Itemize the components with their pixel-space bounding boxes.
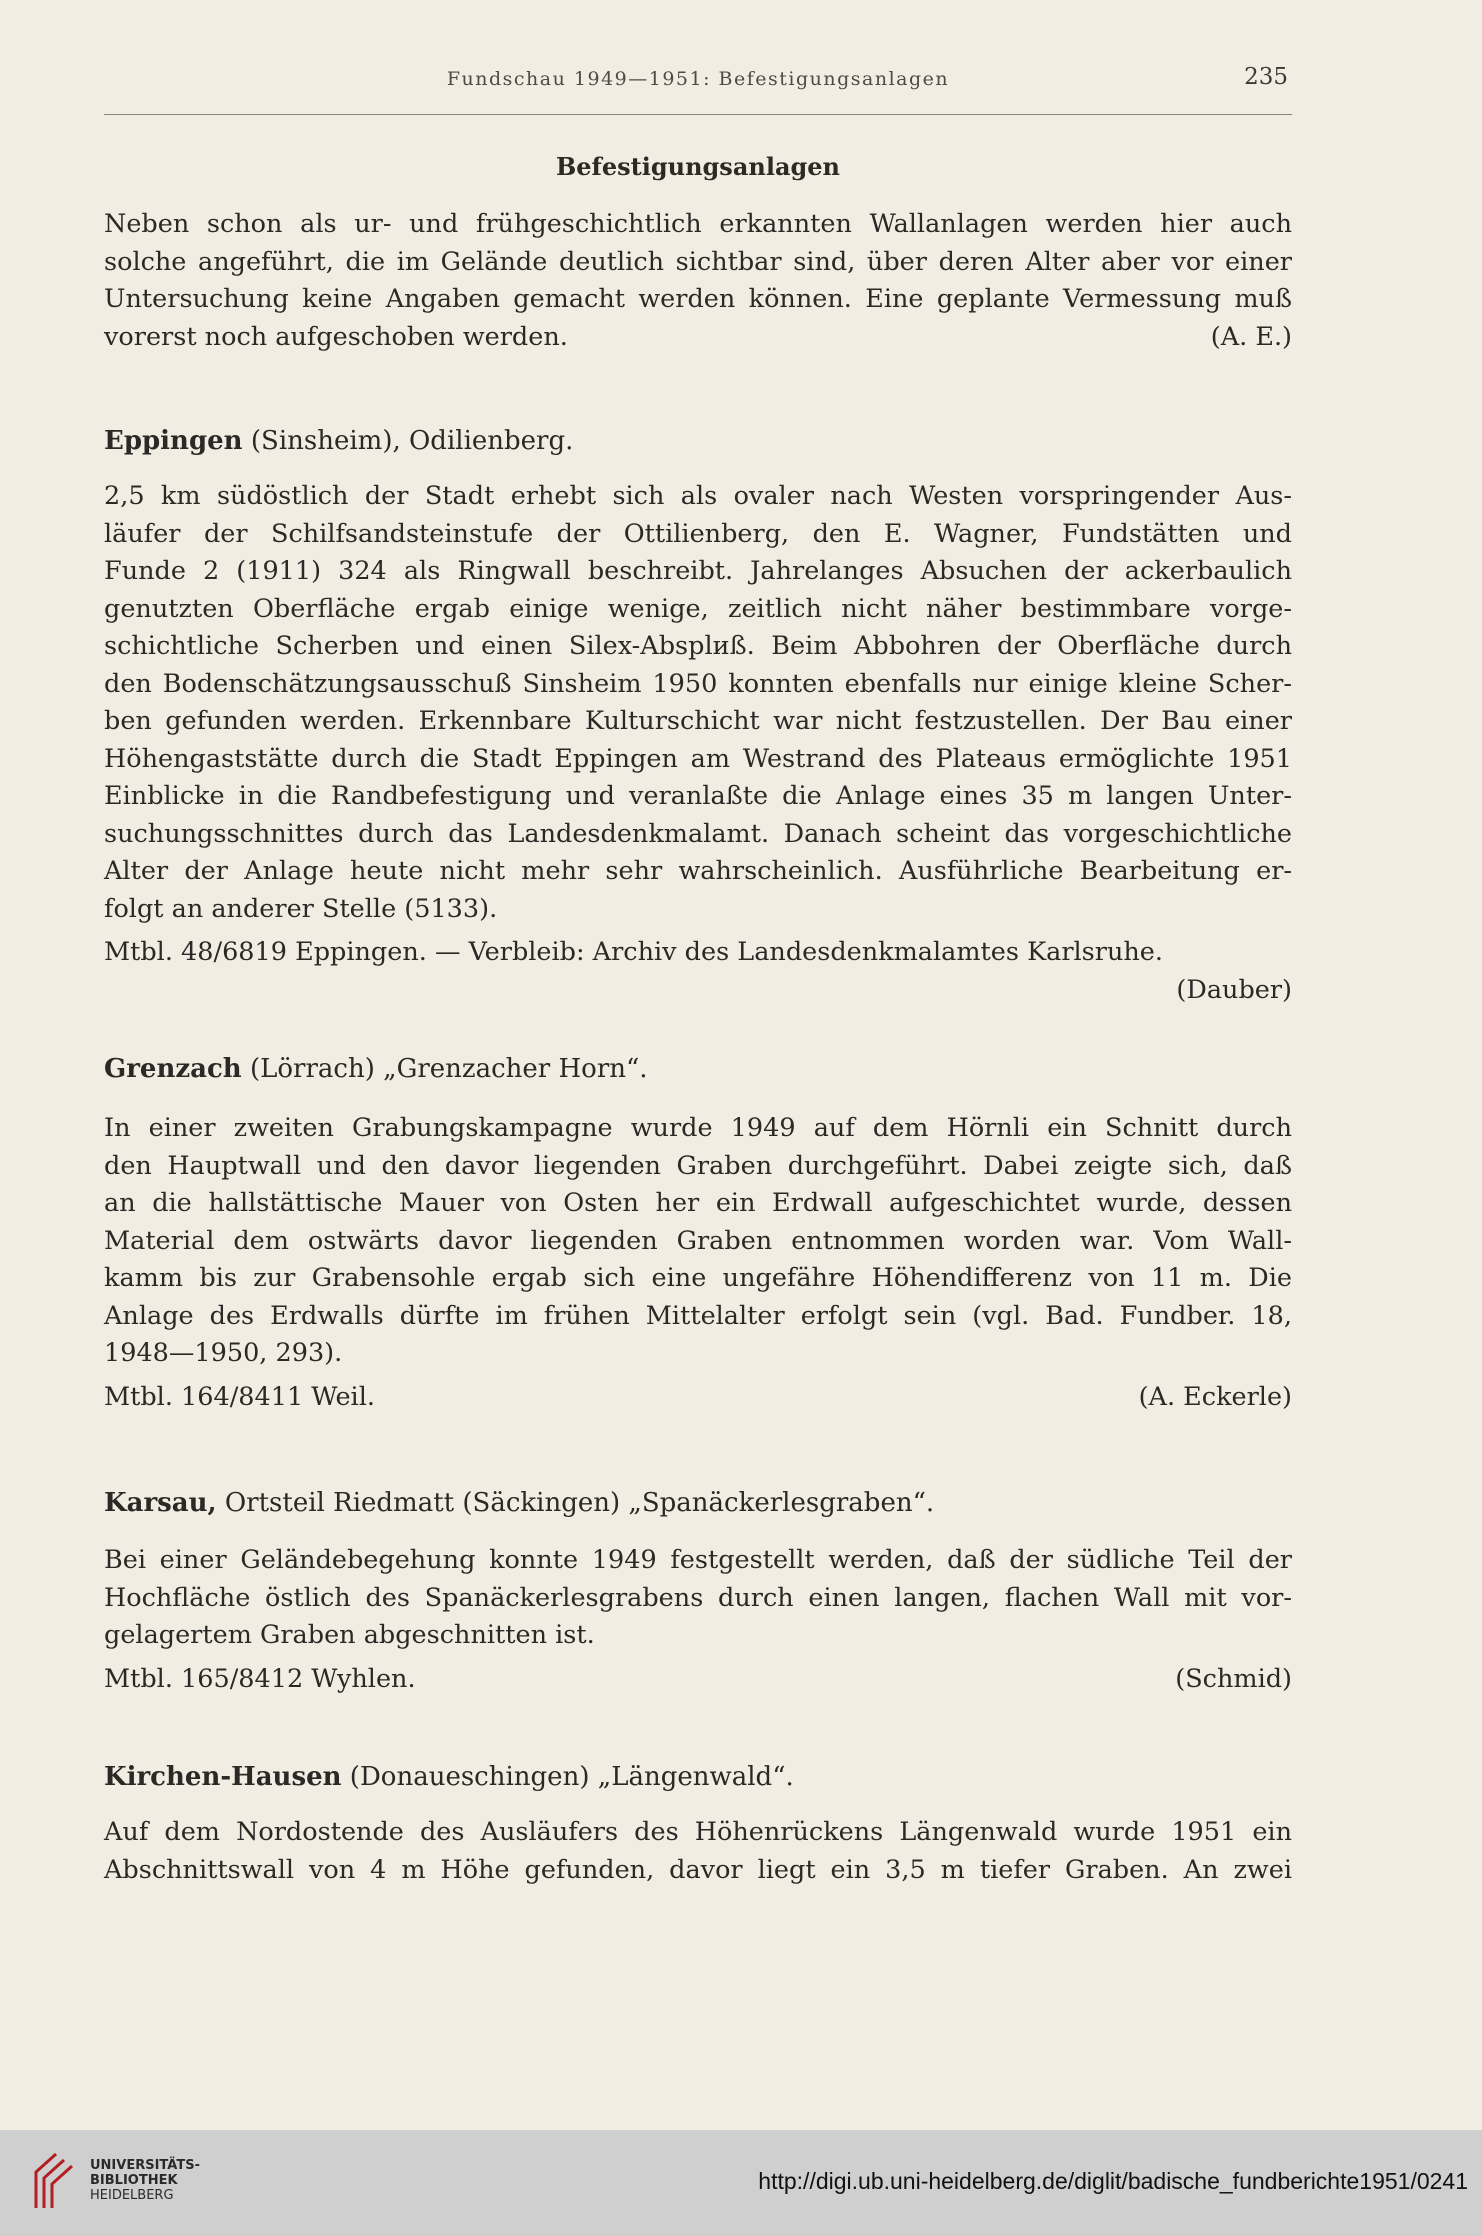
text-line: In einer zweiten Grabungskampagne wurde 1949 auf dem Hörnli ein Schnitt durch (104, 1113, 1292, 1143)
entry-karsau-body (104, 1542, 1292, 1698)
text-line: Hochfläche östlich des Spanäckerlesgrabens durch einen langen, flachen Wall mit vor- (104, 1582, 1292, 1613)
library-name (90, 2158, 200, 2203)
text-line: gelagertem Graben abgeschnitten ist. (104, 1620, 595, 1650)
text-line: Höhengaststätte durch die Stadt Eppingen am Westrand des Plateaus ermöglichte 1951 (104, 743, 1292, 774)
map-reference: Mtbl. 48/6819 Eppingen. — Verbleib: Archiv des Landesdenkmalamtes Karlsruhe. (104, 937, 1163, 967)
text-line: an die hallstättische Mauer von Osten her ein Erdwall aufgeschichtet wurde, dessen (104, 1188, 1292, 1218)
map-reference: Mtbl. 164/8411 Weil. (104, 1381, 375, 1412)
text-line: genutzten Oberfläche ergab einige wenige, zeitlich nicht näher bestimmbare vorge- (104, 593, 1292, 624)
library-name-line: UNIVERSITÄTS- (90, 2158, 200, 2173)
text-line: 2,5 km südöstlich der Stadt erhebt sich als ovaler nach Westen vorspringender Aus- (104, 481, 1292, 511)
page-number: 235 (1244, 64, 1288, 90)
text-line: Auf dem Nordostende des Ausläufers des Höhenrückens Längenwald wurde 1951 ein (104, 1817, 1292, 1847)
entry-location: (Sinsheim), Odilienberg. (242, 426, 574, 456)
entry-title (104, 1050, 1292, 1088)
entry-kirchen-hausen-body (104, 1814, 1292, 1889)
entry-location: Ortsteil Riedmatt (Säckingen) „Spanäckerlesgraben“. (216, 1488, 935, 1518)
document-url[interactable]: http://digi.ub.uni-heidelberg.de/diglit/badische_fundberichte1951/0241 (758, 2168, 1468, 2194)
entry-location: (Donaueschingen) „Längenwald“. (341, 1762, 794, 1792)
entry-eppingen-body (104, 478, 1292, 1009)
author-credit: (A. Eckerle) (1138, 1381, 1292, 1412)
entry-grenzach (104, 1050, 1292, 1088)
entry-title (104, 1484, 1292, 1522)
text-line: vorerst noch aufgeschoben werden. (104, 321, 568, 352)
map-reference-line (104, 1661, 1292, 1699)
entry-kirchen-hausen (104, 1758, 1292, 1796)
running-title: Fundschau 1949—1951: Befestigungsanlagen (446, 68, 950, 90)
text-line: Alter der Anlage heute nicht mehr sehr wahrscheinlich. Ausführliche Bearbeitung er- (104, 856, 1292, 886)
entry-location: (Lörrach) „Grenzacher Horn“. (241, 1054, 648, 1084)
author-credit: (Dauber) (1176, 974, 1292, 1005)
intro-paragraph (104, 206, 1292, 356)
text-line: ben gefunden werden. Erkennbare Kulturschicht war nicht festzustellen. Der Bau einer (104, 706, 1292, 736)
text-line: schichtliche Scherben und einen Silex-Absplиß. Beim Abbohren der Oberfläche durch (104, 631, 1292, 661)
entry-title (104, 1758, 1292, 1796)
text-line: Neben schon als ur- und frühgeschichtlich erkannten Wallanlagen werden hier auch (104, 209, 1292, 239)
library-logo-icon (30, 2150, 82, 2212)
text-line: Bei einer Geländebegehung konnte 1949 festgestellt werden, daß der südliche Teil der (104, 1545, 1292, 1575)
text-line: Anlage des Erdwalls dürfte im frühen Mittelalter erfolgt sein (vgl. Bad. Fundber. 18, (104, 1300, 1292, 1331)
map-reference: Mtbl. 165/8412 Wyhlen. (104, 1663, 416, 1694)
author-credit: (A. E.) (1210, 321, 1292, 352)
text-line: suchungsschnittes durch das Landesdenkmalamt. Danach scheint das vorgeschichtliche (104, 818, 1292, 849)
text-line: kamm bis zur Grabensohle ergab sich eine ungefähre Höhendifferenz von 11 m. Die (104, 1263, 1292, 1293)
text-line: Abschnittswall von 4 m Höhe gefunden, davor liegt ein 3,5 m tiefer Graben. An zwei (104, 1854, 1292, 1885)
entry-karsau (104, 1484, 1292, 1522)
entry-eppingen (104, 422, 1292, 460)
text-line: folgt an anderer Stelle (5133). (104, 893, 498, 924)
text-line: Untersuchung keine Angaben gemacht werden können. Eine geplante Vermessung muß (104, 284, 1292, 314)
text-line: solche angeführt, die im Gelände deutlich sichtbar sind, über deren Alter aber vor einer (104, 246, 1292, 277)
viewer-footer (0, 2130, 1482, 2236)
library-name-line: BIBLIOTHEK (90, 2173, 178, 2188)
map-reference-line (104, 1379, 1292, 1417)
library-name-line: HEIDELBERG (90, 2188, 174, 2203)
text-line: den Bodenschätzungsausschuß Sinsheim 1950 konnten ebenfalls nur einige kleine Scher- (104, 668, 1292, 699)
entry-title (104, 422, 1292, 460)
intro-last-line (104, 319, 1292, 357)
entry-place: Karsau, (104, 1488, 217, 1518)
author-credit: (Schmid) (1175, 1663, 1292, 1694)
entry-place: Grenzach (104, 1054, 242, 1084)
section-heading: Befestigungsanlagen (555, 152, 840, 181)
text-line: Funde 2 (1911) 324 als Ringwall beschreibt. Jahrelanges Absuchen der ackerbaulich (104, 556, 1292, 586)
entry-place: Kirchen-Hausen (104, 1762, 342, 1792)
entry-place: Eppingen (104, 426, 243, 456)
text-line: läufer der Schilfsandsteinstufe der Ottilienberg, den E. Wagner, Fundstätten und (104, 518, 1292, 549)
text-line: Einblicke in die Randbefestigung und veranlaßte die Anlage eines 35 m langen Unter- (104, 781, 1292, 811)
text-line: 1948—1950, 293). (104, 1338, 343, 1368)
running-head (104, 64, 1292, 115)
text-line: Material dem ostwärts davor liegenden Graben entnommen worden war. Vom Wall- (104, 1225, 1292, 1256)
text-line: den Hauptwall und den davor liegenden Graben durchgeführt. Dabei zeigte sich, daß (104, 1150, 1292, 1181)
entry-grenzach-body (104, 1110, 1292, 1416)
